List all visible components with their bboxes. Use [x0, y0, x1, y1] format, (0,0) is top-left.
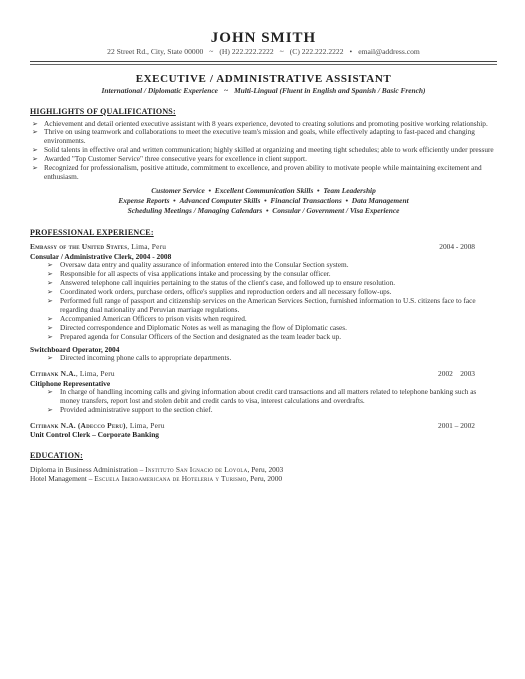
employer-line — [30, 421, 497, 431]
list-item — [30, 297, 497, 315]
arrow-icon: ➢ — [32, 128, 38, 137]
arrow-icon: ➢ — [32, 146, 38, 155]
list-item-text: Provided administrative support to the section chief. — [60, 404, 213, 414]
list-item-text: Achievement and detail oriented executive assistant with 8 years experience, devoted to creating solutions and promoting positive working relationship. — [44, 118, 488, 128]
list-item-text: Directed correspondence and Diplomatic Notes as well as managing the flow of Diplomatic cases. — [60, 322, 347, 332]
list-item-text: Responsible for all aspects of visa applications intake and processing by the consular officer. — [60, 269, 331, 279]
contact-line — [30, 46, 497, 57]
arrow-icon: ➢ — [47, 288, 53, 297]
list-item-text: Coordinated work orders, purchase orders, office's supplies and reproduction orders and all necessary follow-ups. — [60, 287, 392, 297]
skill: Scheduling Meetings / Managing Calendars — [127, 206, 263, 216]
experience-heading: PROFESSIONAL EXPERIENCE: — [30, 228, 154, 238]
list-item-text: Accompanied American Officers to prison visits when required. — [60, 313, 247, 323]
separator: ~ — [223, 85, 229, 95]
job-dates: 2002 2003 — [438, 369, 475, 379]
skills-block — [30, 186, 497, 217]
job-duties — [30, 354, 497, 363]
list-item-text: Prepared agenda for Consular Officers of the Section and designated as the team leader back up. — [60, 331, 342, 341]
objective-title: EXECUTIVE / ADMINISTRATIVE ASSISTANT — [135, 72, 392, 85]
skill: • Advanced Computer Skills — [169, 196, 260, 205]
skills-row — [30, 196, 497, 206]
employer-line — [30, 369, 497, 379]
divider — [30, 64, 497, 65]
skill: • Team Leadership — [313, 186, 375, 195]
skill: Expense Reports — [118, 196, 170, 206]
school-location-year: , Peru, 2000 — [246, 473, 283, 483]
list-item — [30, 164, 497, 182]
education-entry — [30, 465, 497, 474]
highlights-heading: HIGHLIGHTS OF QUALIFICATIONS: — [30, 106, 176, 116]
education-entry — [30, 474, 497, 483]
arrow-icon: ➢ — [47, 405, 53, 414]
job-dates: 2004 - 2008 — [439, 242, 475, 252]
education-list — [30, 465, 497, 483]
email-address: email@address.com — [358, 47, 420, 56]
arrow-icon: ➢ — [47, 279, 53, 288]
list-item — [30, 354, 497, 363]
arrow-icon: ➢ — [47, 314, 53, 323]
employer — [30, 369, 115, 379]
degree: Diploma in Business Administration – — [30, 464, 146, 474]
degree: Hotel Management – — [30, 473, 95, 483]
job-duties — [30, 388, 497, 415]
objective-sub-right: Multi-Lingual (Fluent in English and Spanish / Basic French) — [234, 85, 426, 95]
skill: • Data Management — [342, 196, 409, 205]
job-position: Unit Control Clerk – Corporate Banking — [30, 430, 159, 440]
address: 22 Street Rd., City, State 00000 — [107, 47, 204, 56]
list-item-text: Answered telephone call inquiries pertaining to the status of the client's case, and followed up to ensure resolution. — [60, 278, 396, 288]
list-item — [30, 406, 497, 415]
arrow-icon: ➢ — [47, 261, 53, 270]
list-item-text: Oversaw data entry and quality assurance of information entered into the Consular Section system. — [60, 260, 349, 270]
employer-name: Citibank N.A. — [30, 369, 76, 379]
job-dates: 2001 – 2002 — [438, 420, 475, 430]
skill: Customer Service — [151, 185, 205, 195]
job-position: Citiphone Representative — [30, 378, 111, 388]
objective-subtitle — [30, 86, 497, 96]
employer-name: Citibank N.A. (Adecco Peru) — [30, 420, 126, 430]
cell-phone: (C) 222.222.2222 — [289, 47, 344, 56]
education-heading: EDUCATION: — [30, 450, 83, 460]
job-duties — [30, 261, 497, 341]
divider — [30, 61, 497, 62]
job-sub-position: Switchboard Operator, 2004 — [30, 344, 120, 354]
list-item-text: Recognized for professionalism, positive attitude, commitment to excellence, and proven ability to motivate people while maintaining excitement and enthusiasm. — [44, 163, 482, 181]
job-entry — [30, 242, 497, 363]
job-entry — [30, 369, 497, 415]
list-item — [30, 388, 497, 406]
bullet-icon: • — [349, 47, 353, 56]
arrow-icon: ➢ — [47, 354, 53, 363]
list-item-text: Performed full range of passport and citizenship services on the American Services Section, furnished information to U.S. citizens face to face regarding dual nationality and Peruvian marriage regulations. — [60, 296, 476, 314]
skill: • Consular / Government / Visa Experience — [262, 206, 399, 215]
arrow-icon: ➢ — [32, 119, 38, 128]
employer-location: , Lima, Peru — [127, 242, 167, 252]
employer — [30, 242, 166, 252]
arrow-icon: ➢ — [32, 164, 38, 173]
job-position: Consular / Administrative Clerk, 2004 - 2008 — [30, 251, 172, 261]
arrow-icon: ➢ — [47, 388, 53, 397]
arrow-icon: ➢ — [47, 297, 53, 306]
separator: ~ — [209, 47, 214, 56]
list-item-text: In charge of handling incoming calls and giving information about credit card transactions and all matters related to telephone banking such as money transfers, report lost and stolen debit and credit cards to visa, interest calculations and overdrafts. — [60, 387, 477, 405]
employer-name: Embassy of the United States — [30, 242, 128, 252]
skills-row — [30, 186, 497, 196]
employer-location: , Lima, Peru — [125, 420, 165, 430]
home-phone: (H) 222.222.2222 — [219, 47, 274, 56]
school: Instituto San Ignacio de Loyola — [145, 464, 248, 474]
employer — [30, 421, 165, 431]
list-item-text: Thrive on using teamwork and collaborations to meet the executive team's mission and goals, while effectively adapting to fast-paced and changing environments. — [44, 127, 475, 146]
employer-location: , Lima, Peru — [75, 369, 115, 379]
employer-line — [30, 242, 497, 252]
list-item — [30, 333, 497, 342]
job-entry — [30, 421, 497, 440]
school-location-year: , Peru, 2003 — [247, 464, 284, 474]
skills-row — [30, 206, 497, 216]
school: Escuela Iberoamericana de Hoteleria y Turismo — [94, 473, 247, 483]
list-item-text: Directed incoming phone calls to appropriate departments. — [60, 353, 232, 363]
list-item-text: Solid talents in effective oral and written communication; highly skilled at organizing and meeting tight schedules; able to work efficiently under pressure — [44, 145, 494, 155]
list-item-text: Awarded "Top Customer Service" three consecutive years for excellence in client support. — [44, 154, 307, 164]
list-item — [30, 128, 497, 146]
arrow-icon: ➢ — [32, 155, 38, 164]
skill: • Excellent Communication Skills — [205, 186, 314, 195]
objective-sub-left: International / Diplomatic Experience — [101, 85, 218, 95]
arrow-icon: ➢ — [47, 323, 53, 332]
arrow-icon: ➢ — [47, 270, 53, 279]
highlights-list — [30, 120, 497, 182]
arrow-icon: ➢ — [47, 332, 53, 341]
separator: ~ — [279, 47, 284, 56]
candidate-name: JOHN SMITH — [210, 30, 317, 46]
skill: • Financial Transactions — [260, 196, 341, 205]
